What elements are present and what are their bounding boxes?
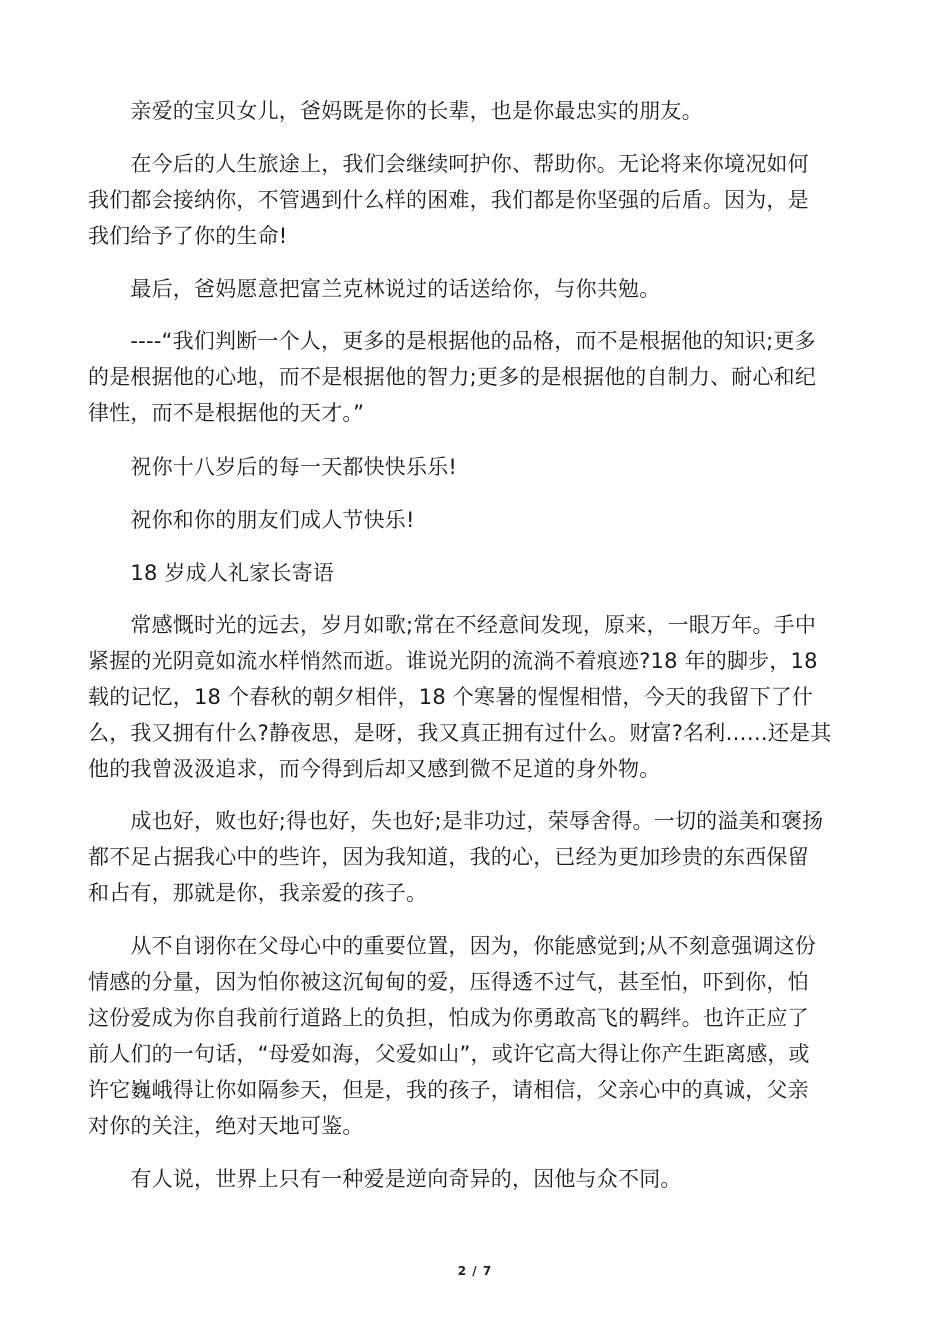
- text-line: 许它巍峨得让你如隔参天，但是，我的孩子，请相信，父亲心中的真诚，父亲: [88, 1078, 809, 1102]
- text-line: 的是根据他的心地，而不是根据他的智力;更多的是根据他的自制力、耐心和纪: [88, 365, 817, 389]
- text-line: 从不自诩你在父母心中的重要位置，因为，你能感觉到;从不刻意强调这份: [88, 934, 817, 958]
- text-line: 都不足占据我心中的些许，因为我知道，我的心，已经为更加珍贵的东西保留: [88, 845, 809, 869]
- text-line: 在今后的人生旅途上，我们会继续呵护你、帮助你。无论将来你境况如何: [88, 152, 809, 176]
- text-line: 前人们的一句话，“母爱如海，父爱如山”，或许它高大得让你产生距离感，或: [88, 1042, 810, 1066]
- text-line: 和占有，那就是你，我亲爱的孩子。: [88, 881, 428, 905]
- text-line: 我们都会接纳你，不管遇到什么样的困难，我们都是你坚强的后盾。因为，是: [88, 188, 809, 212]
- text-line: 亲爱的宝贝女儿，爸妈既是你的长辈，也是你最忠实的朋友。: [88, 99, 703, 123]
- text-line: 有人说，世界上只有一种爱是逆向奇异的，因他与众不同。: [88, 1167, 682, 1191]
- page-number: 2 / 7: [457, 1264, 493, 1278]
- text-line: 我们给予了你的生命!: [88, 224, 288, 248]
- text-line: 最后，爸妈愿意把富兰克林说过的话送给你，与你共勉。: [88, 277, 661, 301]
- text-line: 么，我又拥有什么?静夜思，是呀，我又真正拥有过什么。财富?名利……还是其: [88, 721, 832, 745]
- section-heading: 18 岁成人礼家长寄语: [88, 561, 334, 585]
- text-line: 律性，而不是根据他的天才。”: [88, 401, 365, 425]
- text-line: 这份爱成为你自我前行道路上的负担，怕成为你勇敢高飞的羁绊。也许正应了: [88, 1006, 809, 1030]
- text-line: 祝你和你的朋友们成人节快乐!: [88, 508, 415, 532]
- text-line: 对你的关注，绝对天地可鉴。: [88, 1114, 364, 1138]
- text-line: 情感的分量，因为怕你被这沉甸甸的爱，压得透不过气，甚至怕，吓到你，怕: [88, 970, 809, 994]
- text-line: 祝你十八岁后的每一天都快快乐乐!: [88, 455, 458, 479]
- text-line: 载的记忆，18 个春秋的朝夕相伴，18 个寒暑的惺惺相惜，今天的我留下了什: [88, 685, 814, 709]
- text-line: 成也好，败也好;得也好，失也好;是非功过，荣辱舍得。一切的溢美和褒扬: [88, 809, 824, 833]
- text-line: 紧握的光阴竟如流水样悄然而逝。谁说光阴的流淌不着痕迹?18 年的脚步，18: [88, 649, 818, 673]
- text-line: 常感慨时光的远去，岁月如歌;常在不经意间发现，原来，一眼万年。手中: [88, 613, 817, 637]
- text-line: ----“我们判断一个人，更多的是根据他的品格，而不是根据他的知识;更多: [88, 329, 816, 353]
- text-line: 他的我曾汲汲追求，而今得到后却又感到微不足道的身外物。: [88, 757, 661, 781]
